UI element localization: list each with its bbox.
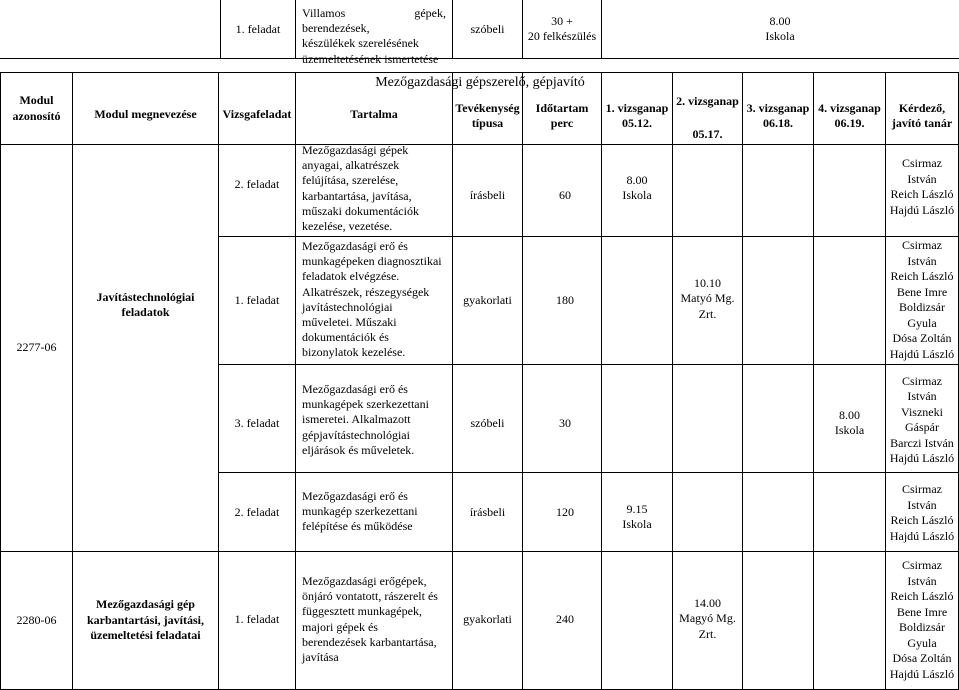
row-feladat: 1. feladat xyxy=(234,292,280,307)
module-id: 2280-06 xyxy=(16,612,57,627)
row-time: 14.00 Magyó Mg. Zrt. xyxy=(679,595,736,641)
row-tanar: Csirmaz István Reich László Bene Imre Boldizsár Gyula Dósa Zoltán Hajdú László xyxy=(889,238,955,361)
row-tanar: Csirmaz István Reich László Hajdú László xyxy=(889,482,955,543)
header-nap3: 3. vizsganap 06.18. xyxy=(746,100,810,130)
header-nap4: 4. vizsganap 06.19. xyxy=(818,100,881,130)
header-kerdezo: Kérdező, javító tanár xyxy=(891,100,953,130)
row-tartalma: Mezőgazdasági gépek anyagai, alkatrészek felújítása, szerelése, karbantartása, javítása, műszaki dokumentációk kezelése, vezetése. xyxy=(302,143,419,234)
header-modul-azonosito: Modul azonosító xyxy=(12,93,61,123)
row-ido: 180 xyxy=(556,292,574,307)
header-vizsgafeladat: Vizsgafeladat xyxy=(222,107,292,122)
row-tanar: Csirmaz István Reich László Bene Imre Boldizsár Gyula Dósa Zoltán Hajdú László xyxy=(889,558,955,681)
module-name: Mezőgazdasági gép karbantartási, javítási, üzemeltetési feladatai xyxy=(87,597,204,643)
row-tartalma: Mezőgazdasági erő és munkagépek szerkezettani ismeretei. Alkalmazott gépjavítástechnológiai eljárások és műveletek. xyxy=(302,382,429,457)
header-nap1: 1. vizsganap 05.12. xyxy=(605,100,669,130)
row-ido: 30 xyxy=(559,415,571,430)
row-feladat: 2. feladat xyxy=(234,176,280,191)
row-feladat: 1. feladat xyxy=(234,611,280,626)
row-tipusa: írásbeli xyxy=(469,187,506,202)
row-tartalma: Mezőgazdasági erő és munkagép szerkezettani felépítése és működése xyxy=(302,489,418,534)
top-vizsgafeladat: 1. feladat xyxy=(235,21,281,36)
row-time: 9.15 Iskola xyxy=(622,501,652,531)
header-tartalma: Tartalma xyxy=(350,107,398,122)
top-idotartam: 30 + 20 felkészülés xyxy=(527,13,597,43)
top-tartalma: Villamos gépek, berendezések, készülékek szerelésének üzemeltetésének ismertetése xyxy=(302,6,446,66)
header-nap2: 2. vizsganap 05.17. xyxy=(676,94,739,141)
row-tipusa: szóbeli xyxy=(470,415,505,430)
row-tanar: Csirmaz István Viszneki Gáspár Barczi István Hajdú László xyxy=(889,373,955,465)
row-tipusa: írásbeli xyxy=(469,504,506,519)
section-title: Mezőgazdasági gépszerelő, gépjavító xyxy=(375,75,585,90)
row-ido: 60 xyxy=(559,187,571,202)
row-ido: 120 xyxy=(556,504,574,519)
row-time: 10.10 Matyó Mg. Zrt. xyxy=(680,275,735,321)
row-tipusa: gyakorlati xyxy=(463,611,512,626)
row-tartalma: Mezőgazdasági erő és munkagépeken diagnosztikai feladatok elvégzése. Alkatrészek, részegységek javítástechnológiai műveletei. Műszaki dokumentációk és bizonylatok kezelése. xyxy=(302,239,442,360)
row-tipusa: gyakorlati xyxy=(463,292,512,307)
row-feladat: 2. feladat xyxy=(234,504,280,519)
top-time: 8.00 Iskola xyxy=(765,13,795,43)
header-modul-megnevezese: Modul megnevezése xyxy=(94,107,197,122)
header-tipusa: Tevékenység típusa xyxy=(455,100,520,130)
module-id: 2277-06 xyxy=(16,340,57,355)
row-time: 8.00 Iskola xyxy=(622,172,652,202)
header-idotartam: Időtartam perc xyxy=(535,100,589,130)
row-tartalma: Mezőgazdasági erőgépek, önjáró vontatott, rászerelt és függesztett munkagépek, majori gépek és berendezések karbantartása, javítása xyxy=(302,574,438,665)
row-time: 8.00 Iskola xyxy=(834,407,865,437)
module-name: Javítástechnológiai feladatok xyxy=(96,289,195,319)
top-tipusa: szóbeli xyxy=(470,21,505,36)
row-tanar: Csirmaz István Reich László Hajdú László xyxy=(889,156,955,217)
row-feladat: 3. feladat xyxy=(234,415,280,430)
row-ido: 240 xyxy=(556,611,574,626)
